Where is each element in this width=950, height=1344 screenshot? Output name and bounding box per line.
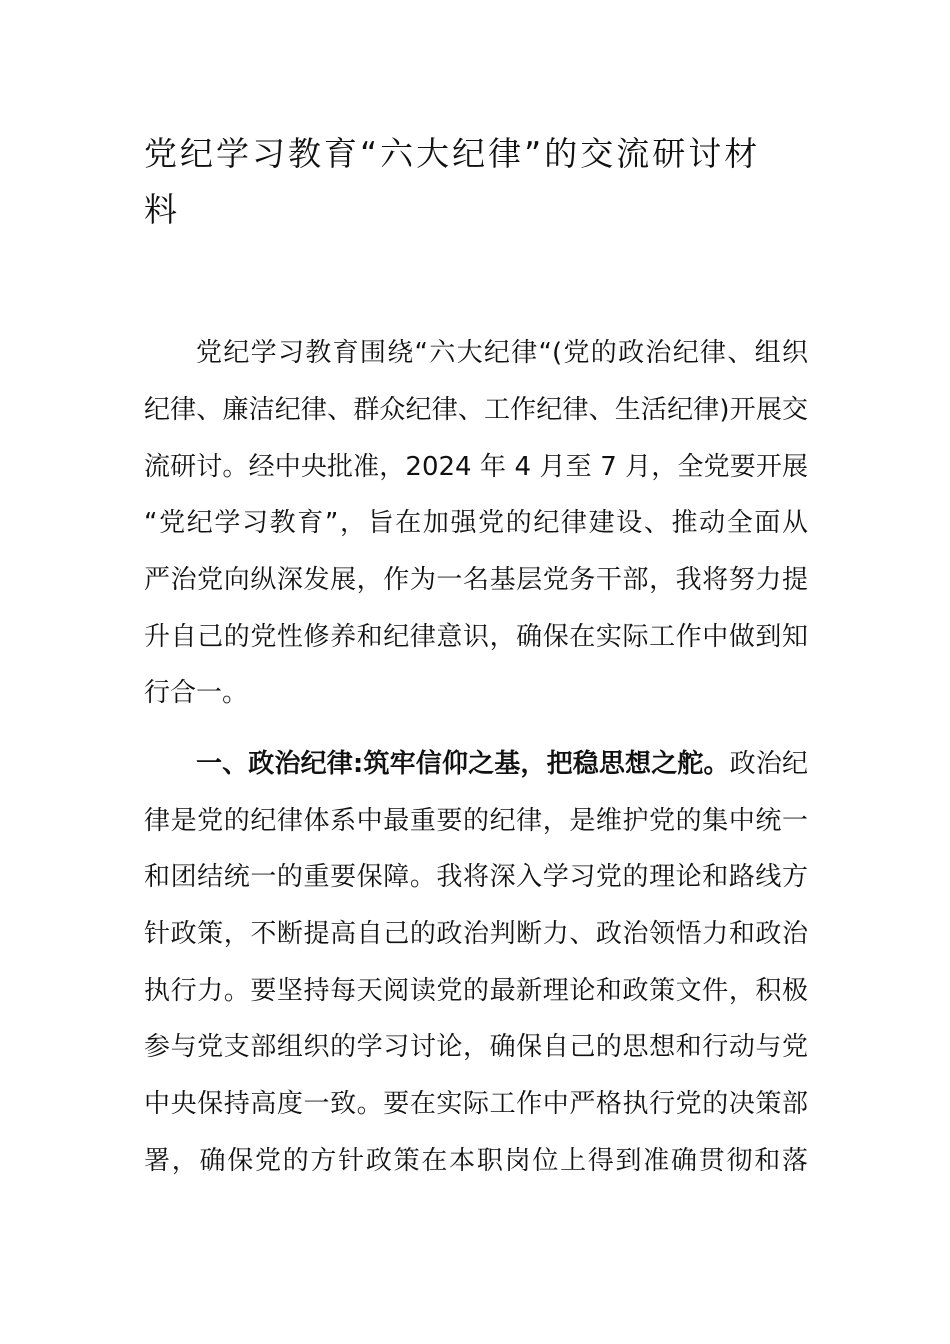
paragraph-2-line: 中央保持高度一致。要在实际工作中严格执行党的决策部 bbox=[144, 1089, 808, 1119]
section-heading-political-discipline: 一、政治纪律:筑牢信仰之基，把稳思想之舵。 bbox=[196, 749, 730, 779]
paragraph-2-line: 署，确保党的方针政策在本职岗位上得到准确贯彻和落 bbox=[144, 1146, 808, 1176]
paragraph-2-line: 参与党支部组织的学习讨论，确保自己的思想和行动与党 bbox=[144, 1032, 808, 1062]
paragraph-2-line: 执行力。要坚持每天阅读党的最新理论和政策文件，积极 bbox=[144, 976, 808, 1006]
paragraph-2-first-line-rest: 政治纪 bbox=[729, 749, 808, 779]
paragraph-1-line: “党纪学习教育”，旨在加强党的纪律建设、推动全面从 bbox=[144, 508, 808, 538]
paragraph-2-line: 律是党的纪律体系中最重要的纪律，是维护党的集中统一 bbox=[144, 806, 808, 836]
document-title-line-2: 料 bbox=[144, 190, 180, 229]
paragraph-1-line: 行合一。 bbox=[144, 678, 249, 708]
paragraph-2-first-line bbox=[196, 751, 808, 777]
paragraph-1-line: 流研讨。经中央批准，2024 年 4 月至 7 月，全党要开展 bbox=[144, 452, 808, 482]
document-title-line-1: 党纪学习教育“六大纪律”的交流研讨材 bbox=[144, 134, 761, 173]
paragraph-2-line: 和团结统一的重要保障。我将深入学习党的理论和路线方 bbox=[144, 862, 808, 892]
paragraph-1-line: 严治党向纵深发展，作为一名基层党务干部，我将努力提 bbox=[144, 565, 808, 595]
paragraph-1-line: 升自己的党性修养和纪律意识，确保在实际工作中做到知 bbox=[144, 622, 808, 652]
paragraph-1-line: 党纪学习教育围绕“六大纪律“(党的政治纪律、组织 bbox=[196, 338, 808, 368]
paragraph-2-line: 针政策，不断提高自己的政治判断力、政治领悟力和政治 bbox=[144, 919, 808, 949]
paragraph-1-line: 纪律、廉洁纪律、群众纪律、工作纪律、生活纪律)开展交 bbox=[144, 395, 808, 425]
